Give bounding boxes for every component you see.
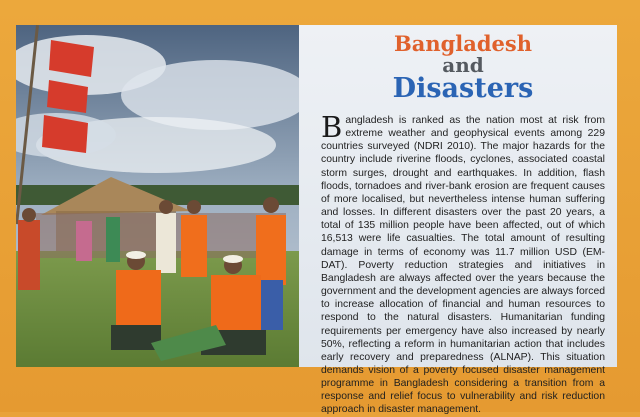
article-panel [299,25,617,416]
drop-cap: B [321,110,343,144]
title-line-and: and [442,53,484,77]
disaster-drill-photo [16,25,299,367]
article-body-text: angladesh is ranked as the nation most at risk from extreme weather and geophysical events among 229 countries surveyed (NDRI 2010). The major hazards for the country include riverine floods, cyclones, associated coastal storm surges, drought and earthquakes. In addition, flash floods, tornadoes and river-bank erosion are frequent causes of more localised, but nevertheless intense human suffering and losses. In different disasters over the past 20 years, a total of 135 million people have been affected, out of which 16,513 were life casualties. The total amount of resulting damage in terms of economy was 11.7 million USD (EM-DAT). Poverty reduction strategies and initiatives in Bangladesh are always affected over the years because the government and the development agencies are always forced to increase allocation of financial and human resources to respond to the natural disasters. Humanitarian funding requirements per emergency have also increased by nearly 50%, reflecting a reform in humanitarian action that includes early recovery and preparedness (ALNAP). This situation demands vision of a poverty focused disaster management programme in Bangladesh considering a transition from a response and relief focus to vulnerability and risk reduction approach in disaster management. [321,115,605,416]
article-body [321,110,605,417]
title-line-bangladesh: Bangladesh [393,31,533,56]
title-line-disasters: Disasters [392,73,534,104]
